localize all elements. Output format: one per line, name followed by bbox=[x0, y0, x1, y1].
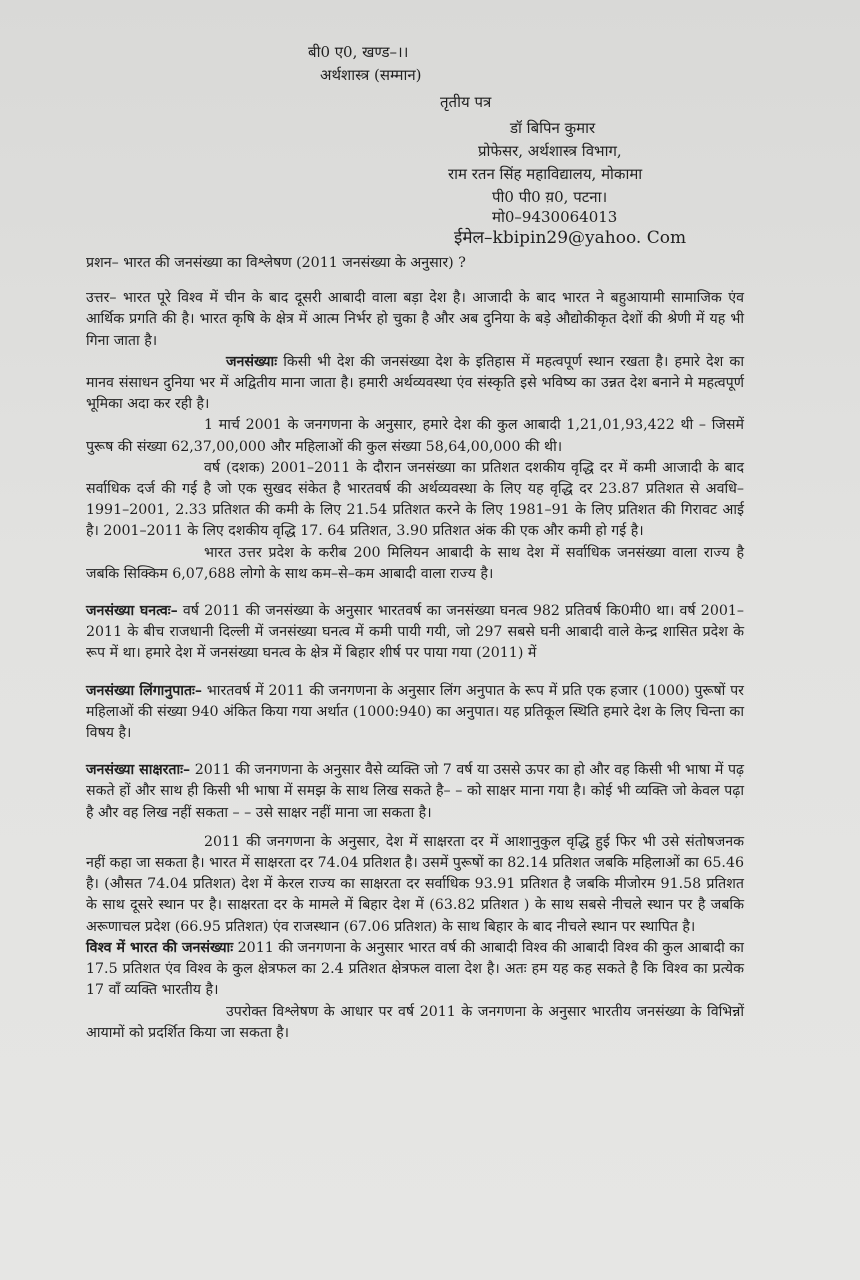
mobile-number: मो0–9430064013 bbox=[492, 208, 618, 226]
literacy-heading: जनसंख्या साक्षरताः– bbox=[86, 762, 191, 779]
sex-ratio-heading: जनसंख्या लिंगानुपातः– bbox=[86, 682, 203, 699]
postal-address: पी0 पी0 य़0, पटना। bbox=[492, 188, 608, 206]
sex-ratio-section bbox=[86, 681, 744, 745]
conclusion-paragraph: उपरोक्त विश्लेषण के आधार पर वर्ष 2011 के जनगणना के अनुसार भारतीय जनसंख्या के विभिन्नों आयामों को प्रदर्शित किया जा सकता है। bbox=[86, 1003, 744, 1041]
world-section bbox=[86, 938, 744, 1002]
population-heading: जनसंख्याः bbox=[226, 353, 278, 370]
answer-intro: उत्तर– भारत पूरे विश्व में चीन के बाद दूसरी आबादी वाला बड़ा देश है। आजादी के बाद भारत ने बहुआयामी सामाजिक एंव आर्थिक प्रगति की है। भारत कृषि के क्षेत्र में आत्म निर्भर हो चुका है और अब दुनिया के बड़े औद्योकीकृत देशों की श्रेणी में यह भी गिना जाता है। bbox=[86, 290, 744, 349]
literacy-text: 2011 की जनगणना के अनुसार वैसे व्यक्ति जो 7 वर्ष या उससे ऊपर का हो और वह किसी भी भाषा में पढ़ सकते हों और साथ ही किसी भी भाषा में समझ के साथ लिख सकते है– – को साक्षर माना गया है। कोई भी व्यक्ति जो केवल पढ़ा है और वह लिख नहीं सकता – – उसे साक्षर नहीं माना जा सकता है। bbox=[86, 762, 744, 821]
growth-paragraph: वर्ष (दशक) 2001–2011 के दौरान जनसंख्या का प्रतिशत दशकीय वृद्धि दर में कमी आजादी के बाद सर्वाधिक दर्ज की गई है जो एक सुखद संकेत है भारतवर्ष की अर्थव्यवस्था के लिए यह वृद्धि दर 23.87 प्रतिशत से अवधि–1991–2001, 2.33 प्रतिशत की कमी के लिए 21.54 प्रतिशत करने के लिए 1981–91 के लिए प्रतिशत की गिरावट आई है। 2001–2011 के लिए दशकीय वृद्धि 17. 64 प्रतिशत, 3.90 प्रतिशत अंक की एक और कमी हो गई है। bbox=[86, 459, 744, 540]
document-body bbox=[86, 253, 744, 1044]
author-name: डॉ बिपिन कुमार bbox=[510, 119, 596, 137]
density-text: वर्ष 2011 की जनसंख्या के अनुसार भारतवर्ष का जनसंख्या घनत्व 982 प्रतिवर्ष कि0मी0 था। वर्ष 2001–2011 के बीच राजधानी दिल्ली में जनसंख्या घनत्व में कमी पायी गयी, जो 297 सबसे घनी आबादी वाले केन्द्र शासित प्रदेश के रूप में था। हमारे देश में जनसंख्या घनत्व के क्षेत्र में बिहार शीर्ष पर पाया गया (2011) में bbox=[86, 603, 745, 662]
course-line: बी0 ए0, खण्ड–।। bbox=[308, 43, 409, 61]
sex-ratio-text: भारतवर्ष में 2011 की जनगणना के अनुसार लिंग अनुपात के रूप में प्रति एक हजार (1000) पुरूषों पर महिलाओं की संख्या 940 अंकित किया गया अर्थात (1000:940) का अनुपात। यह प्रतिकूल स्थिति हमारे देश के लिए चिन्ता का विषय है। bbox=[86, 682, 744, 742]
world-heading: विश्व में भारत की जनसंख्याः bbox=[86, 939, 234, 956]
census-count-paragraph: 1 मार्च 2001 के जनगणना के अनुसार, हमारे देश की कुल आबादी 1,21,01,93,422 थी – जिसमें पुरूष की संख्या 62,37,00,000 और महिलाओं की कुल संख्या 58,64,00,000 की थी। bbox=[86, 417, 744, 455]
college-name: राम रतन सिंह महाविद्यालय, मोकामा bbox=[448, 165, 643, 183]
author-designation: प्रोफेसर, अर्थशास्त्र विभाग, bbox=[478, 142, 622, 160]
population-text: किसी भी देश की जनसंख्या देश के इतिहास में महत्वपूर्ण स्थान रखता है। हमारे देश का मानव संसाधन दुनिया भर में अद्वितीय माना जाता है। हमारी अर्थव्यवस्था एंव संस्कृति इसे भविष्य का उन्नत देश बनाने मे महत्वपूर्ण भूमिका अदा कर रही है। bbox=[86, 353, 744, 413]
population-section bbox=[86, 352, 744, 416]
literacy-rates-paragraph: 2011 की जनगणना के अनुसार, देश में साक्षरता दर में आशानुकुल वृद्धि हुई फिर भी उसे संतोषजनक नहीं कहा जा सकता है। भारत में साक्षरता दर 74.04 प्रतिशत है। उसमें पुरूषों का 82.14 प्रतिशत जबकि महिलाओं का 65.46 है। (औसत 74.04 प्रतिशत) देश में केरल राज्य का साक्षरता दर सर्वाधिक 93.91 प्रतिशत है जबकि मीजोरम 91.58 प्रतिशत के साथ दूसरे स्थान पर है। साक्षरता दर के मामले में बिहार देश में (63.82 प्रतिशत ) के साथ सबसे नीचले स्थान पर है जबकि अरूणाचल प्रदेश (66.95 प्रतिशत) एंव राजस्थान (67.06 प्रतिशत) के साथ बिहार के बाद नीचले स्थान पर स्थापित है। bbox=[86, 833, 744, 935]
literacy-section bbox=[86, 760, 744, 824]
email-address: ईमेल–kbipin29@yahoo. Com bbox=[454, 228, 687, 248]
density-section bbox=[86, 601, 744, 665]
paper-line: तृतीय पत्र bbox=[440, 93, 492, 111]
question: प्रशन– भारत की जनसंख्या का विश्लेषण (2011 जनसंख्या के अनुसार) ? bbox=[86, 255, 466, 271]
subject-line: अर्थशास्त्र (सम्मान) bbox=[320, 66, 422, 84]
states-paragraph: भारत उत्तर प्रदेश के करीब 200 मिलियन आबादी के साथ देश में सर्वाधिक जनसंख्या वाला राज्य है जबकि सिक्किम 6,07,688 लोगो के साथ कम–से–कम आबादी वाला राज्य है। bbox=[86, 544, 744, 582]
world-text: 2011 की जनगणना के अनुसार भारत वर्ष की आबादी विश्व की आबादी विश्व की कुल आबादी का 17.5 प्रतिशत एंव विश्व के कुल क्षेत्रफल का 2.4 प्रतिशत क्षेत्रफल वाला देश है। अतः हम यह कह सकते है कि विश्व का प्रत्येक 17 वाँ व्यक्ति भारतीय है। bbox=[86, 939, 744, 999]
density-heading: जनसंख्या घनत्वः– bbox=[86, 603, 178, 620]
